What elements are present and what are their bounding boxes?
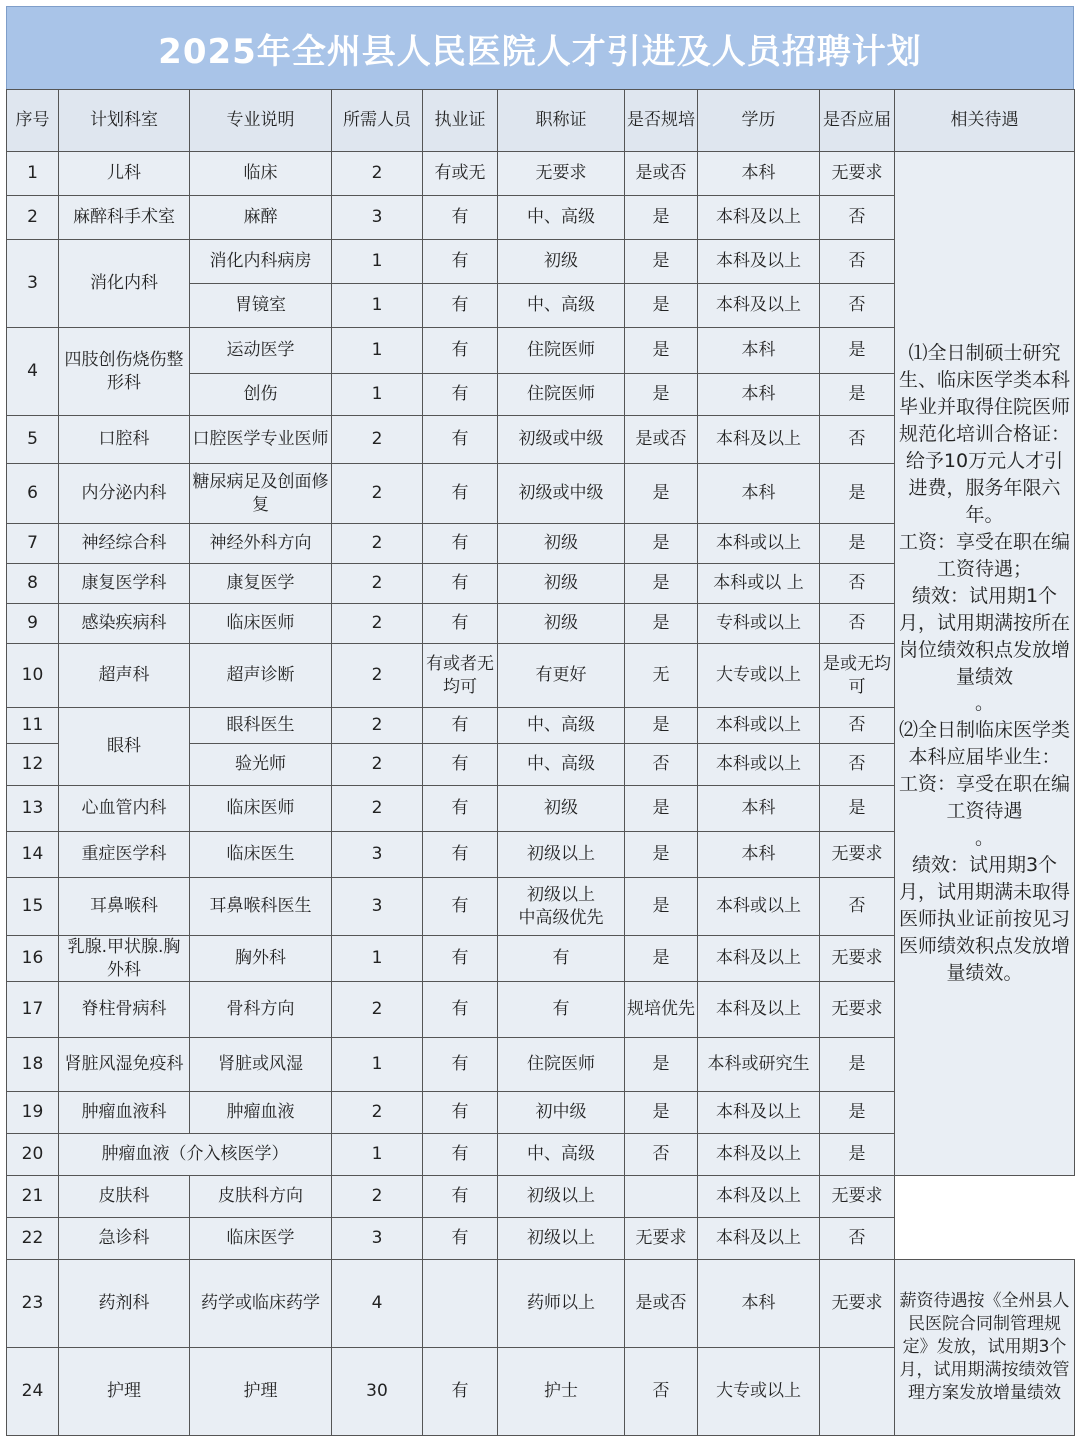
cell-major: 临床医学 [190, 1218, 332, 1260]
cell-major: 神经外科方向 [190, 524, 332, 564]
cell-count: 2 [332, 982, 423, 1038]
cell-title-cert: 中、高级 [498, 1134, 625, 1176]
cell-major: 康复医学 [190, 564, 332, 604]
cell-education: 本科及以上 [698, 1092, 820, 1134]
cell-license: 有 [423, 416, 498, 464]
cell-dept: 感染疾病科 [59, 604, 190, 644]
cell-title-cert: 有更好 [498, 644, 625, 708]
cell-seq: 16 [7, 936, 59, 982]
cell-license: 有 [423, 564, 498, 604]
cell-count: 2 [332, 1092, 423, 1134]
cell-license: 有 [423, 464, 498, 524]
benefits-main: ⑴全日制硕士研究生、临床医学类本科毕业并取得住院医师规范化培训合格证：给予10万元人才引进费，服务年限六年。 工资：享受在职在编工资待遇； 绩效：试用期1个月，试用期满按所在岗位绩效积点发放增量绩效 。 ⑵全日制临床医学类本科应届毕业生： 工资：享受在职在编工资待遇 。 绩效：试用期3个月，试用期满未取得医师执业证前按见习医师绩效积点发放增量绩效。 [895, 152, 1075, 1176]
cell-major: 临床医师 [190, 604, 332, 644]
cell-education: 本科 [698, 1260, 820, 1348]
cell-training: 是 [625, 936, 698, 982]
cell-seq: 22 [7, 1218, 59, 1260]
cell-seq: 21 [7, 1176, 59, 1218]
cell-training: 否 [625, 1134, 698, 1176]
cell-license: 有 [423, 744, 498, 786]
header-license: 执业证 [423, 90, 498, 152]
cell-fresh-grad: 否 [820, 604, 895, 644]
cell-fresh-grad: 无要求 [820, 1260, 895, 1348]
cell-dept: 重症医学科 [59, 832, 190, 878]
header-row [7, 90, 1075, 152]
cell-dept: 乳腺.甲状腺.胸外科 [59, 936, 190, 982]
cell-count: 30 [332, 1348, 423, 1436]
cell-education: 本科 [698, 374, 820, 416]
cell-training: 无 [625, 644, 698, 708]
cell-fresh-grad: 否 [820, 744, 895, 786]
cell-title-cert: 初级以上 [498, 832, 625, 878]
cell-seq: 9 [7, 604, 59, 644]
cell-seq: 6 [7, 464, 59, 524]
cell-education: 本科及以上 [698, 196, 820, 240]
cell-license: 有或无 [423, 152, 498, 196]
cell-title-cert: 初级 [498, 786, 625, 832]
cell-education: 本科及以上 [698, 1134, 820, 1176]
cell-fresh-grad: 无要求 [820, 1176, 895, 1218]
cell-seq: 24 [7, 1348, 59, 1436]
table-row [7, 1218, 1075, 1260]
cell-license: 有 [423, 878, 498, 936]
cell-fresh-grad: 无要求 [820, 936, 895, 982]
cell-title-cert: 初级以上 [498, 1176, 625, 1218]
cell-title-cert: 无要求 [498, 152, 625, 196]
cell-seq: 15 [7, 878, 59, 936]
cell-dept: 护理 [59, 1348, 190, 1436]
cell-training: 是 [625, 832, 698, 878]
cell-title-cert: 药师以上 [498, 1260, 625, 1348]
cell-major: 肿瘤血液 [190, 1092, 332, 1134]
cell-training: 是或否 [625, 152, 698, 196]
cell-license: 有 [423, 1218, 498, 1260]
cell-seq: 18 [7, 1038, 59, 1092]
cell-fresh-grad: 否 [820, 1218, 895, 1260]
cell-title-cert: 中、高级 [498, 196, 625, 240]
cell-training [625, 1176, 698, 1218]
cell-count: 2 [332, 464, 423, 524]
cell-education: 大专或以上 [698, 1348, 820, 1436]
cell-count: 1 [332, 1038, 423, 1092]
cell-education: 专科或以上 [698, 604, 820, 644]
cell-title-cert: 初级或中级 [498, 464, 625, 524]
cell-fresh-grad: 无要求 [820, 832, 895, 878]
cell-education: 本科或研究生 [698, 1038, 820, 1092]
cell-major: 临床 [190, 152, 332, 196]
cell-dept: 肾脏风湿免疫科 [59, 1038, 190, 1092]
cell-title-cert: 中、高级 [498, 744, 625, 786]
cell-license: 有 [423, 832, 498, 878]
cell-seq: 20 [7, 1134, 59, 1176]
cell-fresh-grad: 是 [820, 1092, 895, 1134]
cell-count: 3 [332, 878, 423, 936]
cell-dept: 四肢创伤烧伤整形科 [59, 328, 190, 416]
cell-major: 胃镜室 [190, 284, 332, 328]
cell-license: 有 [423, 982, 498, 1038]
header-title-cert: 职称证 [498, 90, 625, 152]
cell-major: 口腔医学专业医师 [190, 416, 332, 464]
recruitment-table [6, 89, 1075, 1436]
cell-title-cert: 住院医师 [498, 1038, 625, 1092]
cell-count: 1 [332, 1134, 423, 1176]
table-row [7, 152, 1075, 196]
cell-major: 消化内科病房 [190, 240, 332, 284]
cell-fresh-grad: 否 [820, 564, 895, 604]
cell-dept: 眼科 [59, 708, 190, 786]
cell-dept: 耳鼻喉科 [59, 878, 190, 936]
cell-seq: 2 [7, 196, 59, 240]
header-education: 学历 [698, 90, 820, 152]
benefits-contract: 薪资待遇按《全州县人民医院合同制管理规定》发放，试用期3个月，试用期满按绩效管理方案发放增量绩效 [895, 1260, 1075, 1436]
cell-education: 本科及以上 [698, 1176, 820, 1218]
cell-license: 有 [423, 1092, 498, 1134]
cell-fresh-grad: 否 [820, 708, 895, 744]
page-title: 2025年全州县人民医院人才引进及人员招聘计划 [6, 6, 1074, 90]
cell-license: 有 [423, 374, 498, 416]
table-row [7, 1176, 1075, 1218]
cell-title-cert: 初级 [498, 604, 625, 644]
cell-education: 本科及以上 [698, 1218, 820, 1260]
cell-title-cert: 初级 [498, 524, 625, 564]
header-seq: 序号 [7, 90, 59, 152]
cell-dept: 脊柱骨病科 [59, 982, 190, 1038]
header-dept: 计划科室 [59, 90, 190, 152]
cell-license: 有 [423, 284, 498, 328]
cell-training: 是 [625, 1038, 698, 1092]
cell-count: 2 [332, 152, 423, 196]
cell-dept: 口腔科 [59, 416, 190, 464]
cell-fresh-grad: 否 [820, 240, 895, 284]
cell-education: 本科 [698, 786, 820, 832]
cell-dept: 急诊科 [59, 1218, 190, 1260]
cell-training: 规培优先 [625, 982, 698, 1038]
cell-count: 2 [332, 786, 423, 832]
cell-dept: 消化内科 [59, 240, 190, 328]
cell-major: 药学或临床药学 [190, 1260, 332, 1348]
cell-title-cert: 有 [498, 936, 625, 982]
cell-seq: 12 [7, 744, 59, 786]
cell-major: 麻醉 [190, 196, 332, 240]
cell-title-cert: 初级 [498, 240, 625, 284]
cell-license: 有 [423, 1176, 498, 1218]
header-count: 所需人员 [332, 90, 423, 152]
cell-license: 有 [423, 786, 498, 832]
cell-fresh-grad: 是 [820, 524, 895, 564]
cell-major: 创伤 [190, 374, 332, 416]
header-major: 专业说明 [190, 90, 332, 152]
cell-major: 护理 [190, 1348, 332, 1436]
cell-count: 2 [332, 564, 423, 604]
cell-major: 骨科方向 [190, 982, 332, 1038]
cell-license: 有 [423, 604, 498, 644]
cell-title-cert: 初级 [498, 564, 625, 604]
cell-license: 有 [423, 936, 498, 982]
cell-count: 1 [332, 328, 423, 374]
cell-seq: 8 [7, 564, 59, 604]
cell-title-cert: 初级以上 中高级优先 [498, 878, 625, 936]
cell-education: 本科或以上 [698, 744, 820, 786]
cell-fresh-grad: 无要求 [820, 152, 895, 196]
cell-education: 本科或以上 [698, 708, 820, 744]
cell-license: 有 [423, 240, 498, 284]
cell-fresh-grad: 是 [820, 464, 895, 524]
cell-license: 有 [423, 1348, 498, 1436]
cell-license: 有 [423, 524, 498, 564]
cell-title-cert: 有 [498, 982, 625, 1038]
cell-education: 本科及以上 [698, 240, 820, 284]
cell-title-cert: 初级或中级 [498, 416, 625, 464]
cell-education: 本科及以上 [698, 416, 820, 464]
cell-training: 无要求 [625, 1218, 698, 1260]
cell-fresh-grad: 否 [820, 416, 895, 464]
cell-count: 2 [332, 604, 423, 644]
cell-education: 本科或以上 [698, 524, 820, 564]
cell-count: 1 [332, 240, 423, 284]
cell-count: 1 [332, 936, 423, 982]
cell-major: 运动医学 [190, 328, 332, 374]
cell-training: 是 [625, 374, 698, 416]
cell-dept: 麻醉科手术室 [59, 196, 190, 240]
cell-major: 胸外科 [190, 936, 332, 982]
cell-education: 本科 [698, 832, 820, 878]
cell-training: 是或否 [625, 416, 698, 464]
cell-seq: 4 [7, 328, 59, 416]
cell-fresh-grad: 是 [820, 328, 895, 374]
cell-seq: 17 [7, 982, 59, 1038]
cell-license: 有或者无均可 [423, 644, 498, 708]
cell-fresh-grad: 是 [820, 1038, 895, 1092]
header-benefits: 相关待遇 [895, 90, 1075, 152]
cell-dept: 药剂科 [59, 1260, 190, 1348]
cell-dept: 肿瘤血液（介入核医学） [59, 1134, 332, 1176]
cell-count: 2 [332, 416, 423, 464]
cell-dept: 康复医学科 [59, 564, 190, 604]
cell-license: 有 [423, 1038, 498, 1092]
cell-count: 2 [332, 744, 423, 786]
cell-major: 验光师 [190, 744, 332, 786]
cell-dept: 肿瘤血液科 [59, 1092, 190, 1134]
cell-fresh-grad [820, 1348, 895, 1436]
cell-count: 2 [332, 524, 423, 564]
cell-fresh-grad: 无要求 [820, 982, 895, 1038]
cell-fresh-grad: 是 [820, 786, 895, 832]
cell-count: 1 [332, 284, 423, 328]
cell-training: 是 [625, 240, 698, 284]
cell-training: 是 [625, 878, 698, 936]
cell-training: 是 [625, 708, 698, 744]
cell-training: 否 [625, 744, 698, 786]
cell-education: 本科 [698, 464, 820, 524]
cell-seq: 11 [7, 708, 59, 744]
cell-training: 是 [625, 464, 698, 524]
cell-count: 3 [332, 832, 423, 878]
cell-fresh-grad: 是 [820, 1134, 895, 1176]
cell-license: 有 [423, 196, 498, 240]
cell-major: 耳鼻喉科医生 [190, 878, 332, 936]
cell-count: 3 [332, 196, 423, 240]
cell-fresh-grad: 是或无均可 [820, 644, 895, 708]
cell-training: 是或否 [625, 1260, 698, 1348]
cell-education: 本科或以 上 [698, 564, 820, 604]
cell-dept: 皮肤科 [59, 1176, 190, 1218]
cell-title-cert: 护士 [498, 1348, 625, 1436]
cell-count: 4 [332, 1260, 423, 1348]
cell-education: 本科或以上 [698, 878, 820, 936]
cell-training: 是 [625, 524, 698, 564]
cell-dept: 心血管内科 [59, 786, 190, 832]
cell-license: 有 [423, 1134, 498, 1176]
table-row [7, 1260, 1075, 1348]
cell-seq: 13 [7, 786, 59, 832]
cell-major: 眼科医生 [190, 708, 332, 744]
cell-title-cert: 中、高级 [498, 284, 625, 328]
cell-seq: 10 [7, 644, 59, 708]
cell-training: 是 [625, 196, 698, 240]
cell-training: 否 [625, 1348, 698, 1436]
cell-education: 本科及以上 [698, 982, 820, 1038]
header-training: 是否规培 [625, 90, 698, 152]
cell-education: 大专或以上 [698, 644, 820, 708]
cell-training: 是 [625, 564, 698, 604]
cell-major: 肾脏或风湿 [190, 1038, 332, 1092]
cell-education: 本科及以上 [698, 284, 820, 328]
cell-title-cert: 住院医师 [498, 328, 625, 374]
cell-title-cert: 初级以上 [498, 1218, 625, 1260]
cell-training: 是 [625, 284, 698, 328]
cell-seq: 5 [7, 416, 59, 464]
cell-training: 是 [625, 786, 698, 832]
cell-count: 2 [332, 708, 423, 744]
cell-license: 有 [423, 328, 498, 374]
cell-dept: 儿科 [59, 152, 190, 196]
cell-title-cert: 住院医师 [498, 374, 625, 416]
header-fresh-grad: 是否应届 [820, 90, 895, 152]
cell-fresh-grad: 否 [820, 878, 895, 936]
cell-seq: 1 [7, 152, 59, 196]
cell-dept: 神经综合科 [59, 524, 190, 564]
cell-seq: 23 [7, 1260, 59, 1348]
cell-education: 本科及以上 [698, 936, 820, 982]
cell-major: 临床医生 [190, 832, 332, 878]
cell-education: 本科 [698, 152, 820, 196]
cell-fresh-grad: 否 [820, 196, 895, 240]
cell-training: 是 [625, 604, 698, 644]
cell-count: 1 [332, 374, 423, 416]
cell-count: 3 [332, 1218, 423, 1260]
cell-dept: 内分泌内科 [59, 464, 190, 524]
cell-major: 超声诊断 [190, 644, 332, 708]
cell-fresh-grad: 否 [820, 284, 895, 328]
cell-major: 临床医师 [190, 786, 332, 832]
cell-count: 2 [332, 644, 423, 708]
cell-title-cert: 中、高级 [498, 708, 625, 744]
cell-education: 本科 [698, 328, 820, 374]
cell-license [423, 1260, 498, 1348]
cell-title-cert: 初中级 [498, 1092, 625, 1134]
cell-seq: 3 [7, 240, 59, 328]
cell-count: 2 [332, 1176, 423, 1218]
cell-dept: 超声科 [59, 644, 190, 708]
cell-major: 皮肤科方向 [190, 1176, 332, 1218]
cell-license: 有 [423, 708, 498, 744]
cell-fresh-grad: 是 [820, 374, 895, 416]
cell-seq: 7 [7, 524, 59, 564]
cell-seq: 19 [7, 1092, 59, 1134]
cell-major: 糖尿病足及创面修复 [190, 464, 332, 524]
cell-training: 是 [625, 328, 698, 374]
cell-seq: 14 [7, 832, 59, 878]
cell-training: 是 [625, 1092, 698, 1134]
